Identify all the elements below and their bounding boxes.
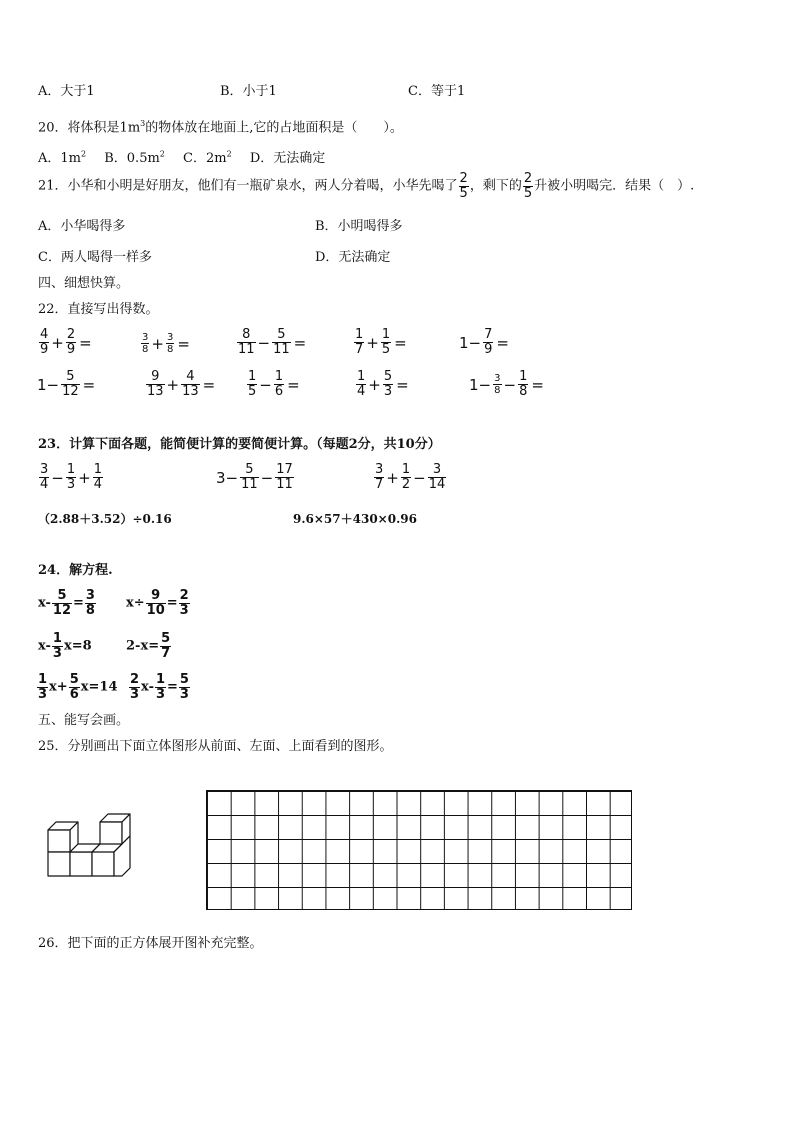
section-5-heading: 五、能写会画。 bbox=[38, 713, 130, 728]
q19-option-a: A．大于1 bbox=[38, 84, 95, 99]
q22-item: 1− $\frac{7}{9}$ = bbox=[459, 327, 509, 357]
q19-option-b: B．小于1 bbox=[220, 84, 277, 99]
q24-eq-1: x- $\frac{5}{12}$ = $\frac{3}{8}$ bbox=[38, 588, 95, 618]
q20-option-b: B．$0.5m^2$ bbox=[104, 150, 165, 167]
section-4-heading: 四、细想快算。 bbox=[38, 276, 130, 291]
q24-eq-3: x- $\frac{1}{3}$ x=8 bbox=[38, 631, 92, 661]
q24-eq-6: $\frac{2}{3}$ x- $\frac{1}{3}$ = $\frac{5}{3}$ bbox=[130, 672, 189, 702]
cube-front-face bbox=[48, 830, 70, 852]
q19-option-c: C．等于1 bbox=[408, 84, 466, 99]
q26-stem: 26．把下面的正方体展开图补充完整。 bbox=[38, 936, 263, 951]
q22-item: $\frac{1}{4}$ + $\frac{5}{3}$ = bbox=[357, 369, 409, 399]
q22-item: $\frac{1}{7}$ + $\frac{1}{5}$ = bbox=[355, 327, 407, 357]
q22-item: $\frac{8}{11}$ − $\frac{5}{11}$ = bbox=[238, 327, 307, 357]
q24-eq-5: $\frac{1}{3}$ x+ $\frac{5}{6}$ x=14 bbox=[38, 672, 118, 702]
q21-option-a: A．小华喝得多 bbox=[38, 219, 126, 234]
q23-title: 23．计算下面各题，能简便计算的要简便计算。（每题2分，共10分） bbox=[38, 437, 441, 452]
q20-option-a: A．$1m^2$ bbox=[38, 150, 87, 167]
q23-expr-5: 9.6×57＋430×0.96 bbox=[293, 512, 417, 526]
q25-stem: 25．分别画出下面立体图形从前面、左面、上面看到的图形。 bbox=[38, 739, 393, 754]
q21-option-d: D．无法确定 bbox=[315, 250, 391, 265]
cube-front-face bbox=[100, 822, 122, 844]
q20-stem: 20．将体积是$1m^3$的物体放在地面上,它的占地面积是（ ）。 bbox=[38, 119, 403, 136]
q23-expr-2: 3− $\frac{5}{11}$ − $\frac{17}{11}$ bbox=[216, 462, 293, 492]
cube-front-face bbox=[92, 852, 114, 876]
q23-expr-4: （2.88＋3.52）÷0.16 bbox=[38, 512, 172, 526]
q22-title: 22．直接写出得数。 bbox=[38, 302, 159, 317]
q21-stem: 21．小华和小明是好朋友，他们有一瓶矿泉水，两人分着喝，小华先喝了 $\frac{2}{5}$ ，剩下的 $\frac{2}{5}$ 升被小明喝完．结果（ ）. bbox=[38, 171, 695, 201]
cube-front-face bbox=[48, 852, 70, 876]
q24-title: 24．解方程. bbox=[38, 563, 113, 578]
q22-item: 1− $\frac{3}{8}$ − $\frac{1}{8}$ = bbox=[469, 369, 544, 399]
q20-option-d: D．无法确定 bbox=[249, 151, 326, 167]
q20-options bbox=[38, 147, 325, 167]
cube-front-face bbox=[70, 852, 92, 876]
q21-option-b: B．小明喝得多 bbox=[315, 219, 403, 234]
cube-stack-figure bbox=[40, 808, 140, 884]
q22-item: $\frac{9}{13}$ + $\frac{4}{13}$ = bbox=[147, 369, 216, 399]
q22-item: $\frac{3}{8}$ + $\frac{3}{8}$ = bbox=[142, 332, 190, 355]
drawing-grid[interactable] bbox=[206, 790, 632, 910]
q23-expr-1: $\frac{3}{4}$ − $\frac{1}{3}$ + $\frac{1}{4}$ bbox=[40, 462, 102, 492]
q21-option-c: C．两人喝得一样多 bbox=[38, 250, 152, 265]
q23-expr-3: $\frac{3}{7}$ + $\frac{1}{2}$ − $\frac{3}{14}$ bbox=[375, 462, 446, 492]
q24-eq-2: x÷ $\frac{9}{10}$ = $\frac{2}{3}$ bbox=[126, 588, 189, 618]
q22-item: 1− $\frac{5}{12}$ = bbox=[37, 369, 96, 399]
q20-option-c: C．$2m^2$ bbox=[183, 150, 232, 167]
q22-item: $\frac{1}{5}$ − $\frac{1}{6}$ = bbox=[248, 369, 300, 399]
q22-item: $\frac{4}{9}$ + $\frac{2}{9}$ = bbox=[40, 327, 92, 357]
q24-eq-4: 2-x= $\frac{5}{7}$ bbox=[126, 631, 171, 661]
